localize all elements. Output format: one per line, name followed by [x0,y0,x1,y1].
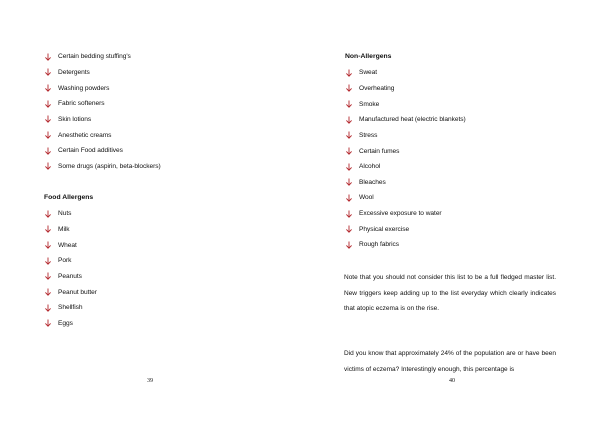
food-allergens-list [44,206,97,331]
page-number: 39 [147,378,153,384]
down-arrow-icon [345,225,353,233]
list-item [345,221,466,237]
down-arrow-icon [44,131,52,139]
down-arrow-icon [44,210,52,218]
list-item [44,222,97,238]
list-item-label: Shellfish [58,304,83,312]
list-item [345,159,466,175]
list-item-label: Certain Food additives [58,147,123,155]
down-arrow-icon [345,69,353,77]
list-item-label: Washing powders [58,84,110,92]
down-arrow-icon [44,53,52,61]
down-arrow-icon [44,68,52,76]
list-item [44,65,161,81]
down-arrow-icon [44,272,52,280]
list-item-label: Rough fabrics [359,241,400,249]
list-item-label: Milk [58,225,70,233]
list-item [345,65,466,81]
list-item [44,96,161,112]
list-item-label: Skin lotions [58,115,92,123]
list-item [44,158,161,174]
down-arrow-icon [345,84,353,92]
list-item-label: Detergents [58,68,90,76]
down-arrow-icon [345,116,353,124]
down-arrow-icon [44,304,52,312]
non-allergens-list [345,65,466,253]
list-item-label: Nuts [58,210,72,218]
list-item [44,253,97,269]
down-arrow-icon [44,100,52,108]
list-item-label: Sweat [359,69,378,77]
list-item [44,49,161,65]
list-item-label: Manufactured heat (electric blankets) [359,116,466,124]
list-item [345,112,466,128]
list-item-label: Peanuts [58,272,82,280]
down-arrow-icon [345,241,353,249]
down-arrow-icon [345,100,353,108]
down-arrow-icon [44,257,52,265]
down-arrow-icon [44,162,52,170]
list-item [44,237,97,253]
list-item [44,112,161,128]
body-paragraph: Note that you should not consider this list to be a full fledged master list. New triggers keep adding up to the list everyday which clearly indicates that atopic eczema is on the rise. [344,274,556,313]
list-item-label: Certain fumes [359,147,400,155]
list-item [345,206,466,222]
down-arrow-icon [44,225,52,233]
list-item-label: Overheating [359,84,395,92]
down-arrow-icon [345,210,353,218]
list-item [345,96,466,112]
list-item-label: Wheat [58,241,77,249]
list-item-label: Peanut butter [58,288,97,296]
list-item [345,143,466,159]
right-page [300,0,600,424]
list-item [44,206,97,222]
list-item [345,81,466,97]
list-item-label: Bleaches [359,178,386,186]
list-item [44,284,97,300]
list-item-label: Eggs [58,319,73,327]
list-item [44,143,161,159]
list-item-label: Pork [58,257,72,265]
down-arrow-icon [345,178,353,186]
down-arrow-icon [44,288,52,296]
list-item [44,315,97,331]
list-item [345,174,466,190]
list-item [44,300,97,316]
list-item-label: Wool [359,194,374,202]
left-allergen-list [44,49,161,174]
down-arrow-icon [44,319,52,327]
down-arrow-icon [44,84,52,92]
list-item-label: Stress [359,131,378,139]
down-arrow-icon [44,241,52,249]
down-arrow-icon [44,115,52,123]
page-number: 40 [449,378,455,384]
list-item-label: Physical exercise [359,225,410,233]
down-arrow-icon [44,147,52,155]
list-item-label: Anesthetic creams [58,131,112,139]
list-item [345,128,466,144]
list-item [345,190,466,206]
list-item-label: Excessive exposure to water [359,210,442,218]
list-item-label: Some drugs (aspirin, beta-blockers) [58,162,161,170]
down-arrow-icon [345,147,353,155]
list-item [44,80,161,96]
list-item-label: Alcohol [359,163,381,171]
list-item [345,237,466,253]
body-paragraph: Did you know that approximately 24% of the population are or have been victims of eczema? Interestingly enough, this percentage is [344,350,556,373]
list-item-label: Smoke [359,100,380,108]
down-arrow-icon [345,194,353,202]
down-arrow-icon [345,131,353,139]
list-item-label: Fabric softeners [58,100,105,108]
down-arrow-icon [345,163,353,171]
list-item-label: Certain bedding stuffing's [58,53,131,61]
non-allergens-heading: Non-Allergens [345,53,392,60]
food-allergens-heading: Food Allergens [44,194,94,201]
list-item [44,269,97,285]
list-item [44,127,161,143]
